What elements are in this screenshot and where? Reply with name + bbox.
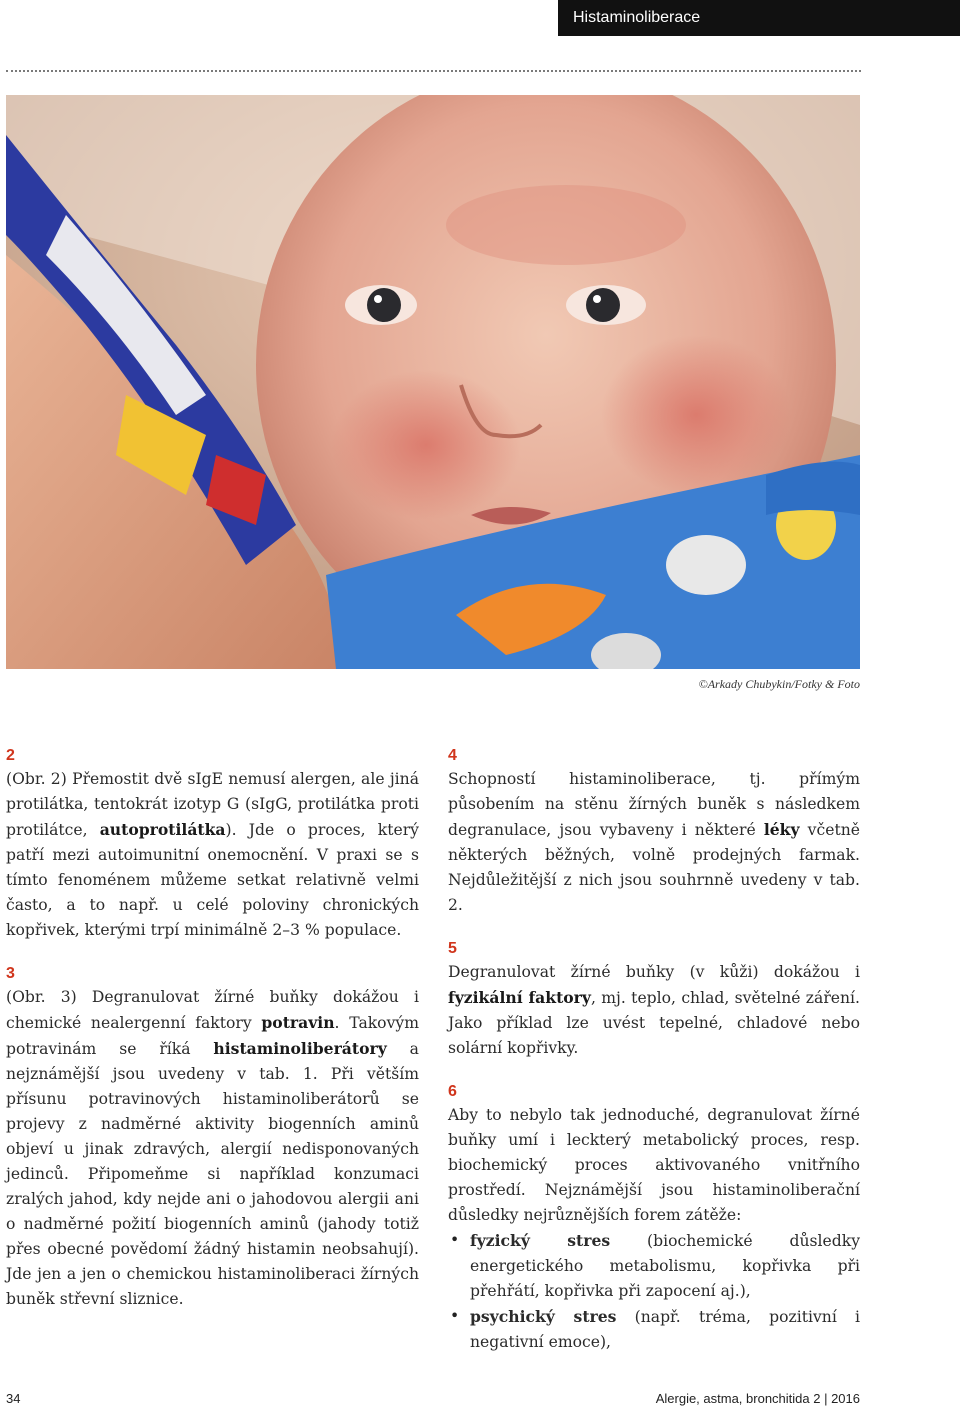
point-paragraph — [448, 960, 860, 1061]
bold-term: léky — [763, 820, 800, 839]
text-run: . Takovým potravinám se říká — [6, 1014, 419, 1058]
bold-term: autoprotilátka — [99, 820, 226, 839]
left-column — [6, 745, 419, 1332]
bold-term: fyzikální faktory — [448, 988, 591, 1007]
point-number: 4 — [448, 747, 457, 764]
point-paragraph — [448, 767, 860, 918]
point-paragraph — [448, 1103, 860, 1228]
text-run: Degranulovat žírné buňky (v kůži) dokážou i — [448, 963, 860, 981]
point-paragraph — [6, 985, 419, 1312]
text-run: (Obr. 2) Přemostit dvě sIgE nemusí alergen, ale jiná protilátka, tentokrát izotyp G (sIgG, protilátka proti protilátce, — [6, 770, 419, 839]
page-number: 34 — [6, 1391, 21, 1406]
text-run: a nejznámější jsou uvedeny v tab. 1. Při větším přísunu potravinových histaminoliberátorů se projevy z nadměrné aktivity biogenních aminů objeví u jinak zdravých, alergií nedisponovaných jedinců. Připomeňme si například konzumaci zralých jahod, kdy nejde ani o jahodovou alergii ani o nadměrné požití biogenních aminů (jahody totiž přes obecné povědomí žádný histamin neobsahují). Jde jen a jen o chemickou histaminoliberaci žírných buněk střevní sliznice. — [6, 1040, 419, 1308]
bold-term: histaminoliberátory — [213, 1039, 387, 1058]
point-number: 6 — [448, 1083, 457, 1100]
photo-credit: ©Arkady Chubykin/Fotky & Foto — [698, 677, 860, 691]
bold-term: fyzický stres — [470, 1231, 611, 1250]
bold-term: potravin — [261, 1013, 335, 1032]
text-run: (např. tréma, pozitivní i negativní emoce), — [470, 1308, 860, 1351]
point-paragraph — [6, 767, 419, 943]
stress-list — [448, 1228, 860, 1355]
text-run: ). Jde o proces, který patří mezi autoimunitní onemocnění. V praxi se s tímto fenoménem můžeme setkat relativně velmi často, a to např. u celé poloviny chronických kopřivek, kterými trpí minimálně 2–3 % populace. — [6, 821, 419, 939]
point-number: 2 — [6, 747, 15, 764]
text-run: (biochemické důsledky energetického metabolismu, kopřivka při přehřátí, kopřivka při zapocení aj.), — [470, 1232, 860, 1300]
text-run: Aby to nebylo tak jednoduché, degranulovat žírné buňky umí i leckterý metabolický proces, resp. biochemický proces aktivovaného vnitřního prostředí. Nejznámější jsou histaminoliberační důsledky nejrůznějších forem zátěže: — [448, 1106, 860, 1224]
dotted-divider — [6, 70, 861, 72]
baby-eczema-photo — [6, 95, 860, 669]
journal-issue: Alergie, astma, bronchitida 2 | 2016 — [655, 1391, 860, 1406]
text-run: včetně některých běžných, volně prodejných farmak. Nejdůležitější z nich jsou souhrnně uvedeny v tab. 2. — [448, 821, 860, 914]
list-item — [470, 1304, 860, 1355]
section-header: Histaminoliberace — [558, 0, 960, 36]
right-column — [448, 745, 860, 1355]
point-number: 5 — [448, 940, 457, 957]
text-run: (Obr. 3) Degranulovat žírné buňky dokážou i chemické nealergenní faktory — [6, 988, 419, 1032]
text-run: Schopností histaminoliberace, tj. přímým působením na stěnu žírných buněk s následkem degranulace, jsou vybaveny i některé — [448, 770, 860, 839]
point-number: 3 — [6, 965, 15, 982]
list-item — [470, 1228, 860, 1304]
bold-term: psychický stres — [470, 1307, 617, 1326]
text-run: , mj. teplo, chlad, světelné záření. Jako příklad lze uvést tepelné, chladové nebo solární kopřivky. — [448, 989, 860, 1057]
